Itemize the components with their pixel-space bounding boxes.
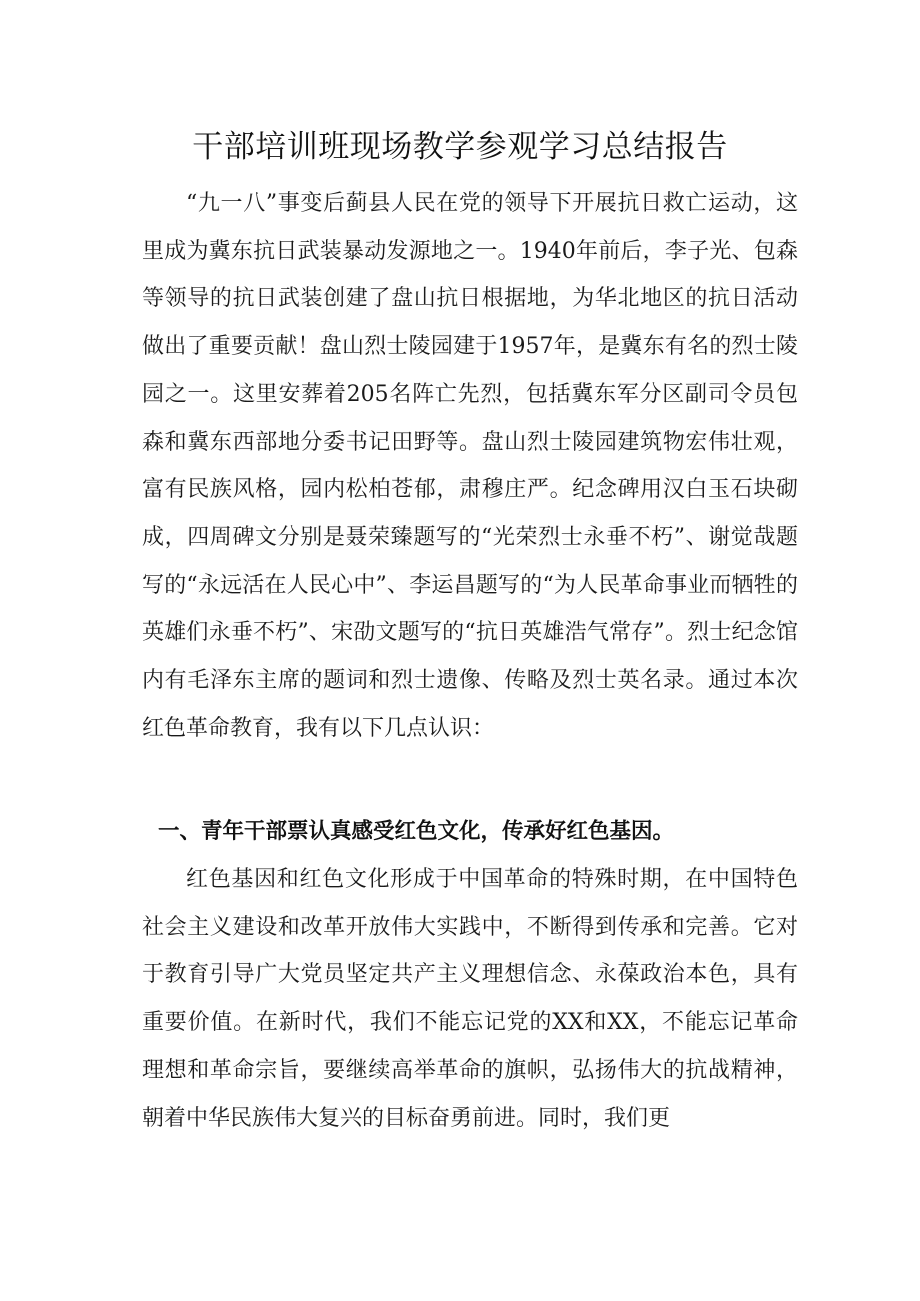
page-title: 干部培训班现场教学参观学习总结报告 (192, 129, 728, 165)
intro-paragraph: “九一八”事变后蓟县人民在党的领导下开展抗日救亡运动，这里成为冀东抗日武装暴动发源地之一。1940年前后，李子光、包森等领导的抗日武装创建了盘山抗日根据地，为华北地区的抗日活动做出了重要贡献！盘山烈士陵园建于1957年，是冀东有名的烈士陵园之一。这里安葬着205名阵亡先烈，包括冀东军分区副司令员包森和冀东西部地分委书记田野等。盘山烈士陵园建筑物宏伟壮观，富有民族风格，园内松柏苍郁，肃穆庄严。纪念碑用汉白玉石块砌成，四周碑文分别是聂荣臻题写的“光荣烈士永垂不朽”、谢觉哉题写的“永远活在人民心中”、李运昌题写的“为人民革命事业而牺牲的英雄们永垂不朽”、宋劭文题写的“抗日英雄浩气常存”。烈士纪念馆内有毛泽东主席的题词和烈士遗像、传略及烈士英名录。通过本次红色革命教育，我有以下几点认识： (142, 191, 798, 741)
section-heading: 一、青年干部票认真感受红色文化，传承好红色基因。 (158, 819, 675, 844)
section-paragraph: 红色基因和红色文化形成于中国革命的特殊时期，在中国特色社会主义建设和改革开放伟大实践中，不断得到传承和完善。它对于教育引导广大党员坚定共产主义理想信念、永葆政治本色，具有重要价值。在新时代，我们不能忘记党的XX和XX，不能忘记革命理想和革命宗旨，要继续高举革命的旗帜，弘扬伟大的抗战精神，朝着中华民族伟大复兴的目标奋勇前进。同时，我们更 (142, 867, 798, 1131)
